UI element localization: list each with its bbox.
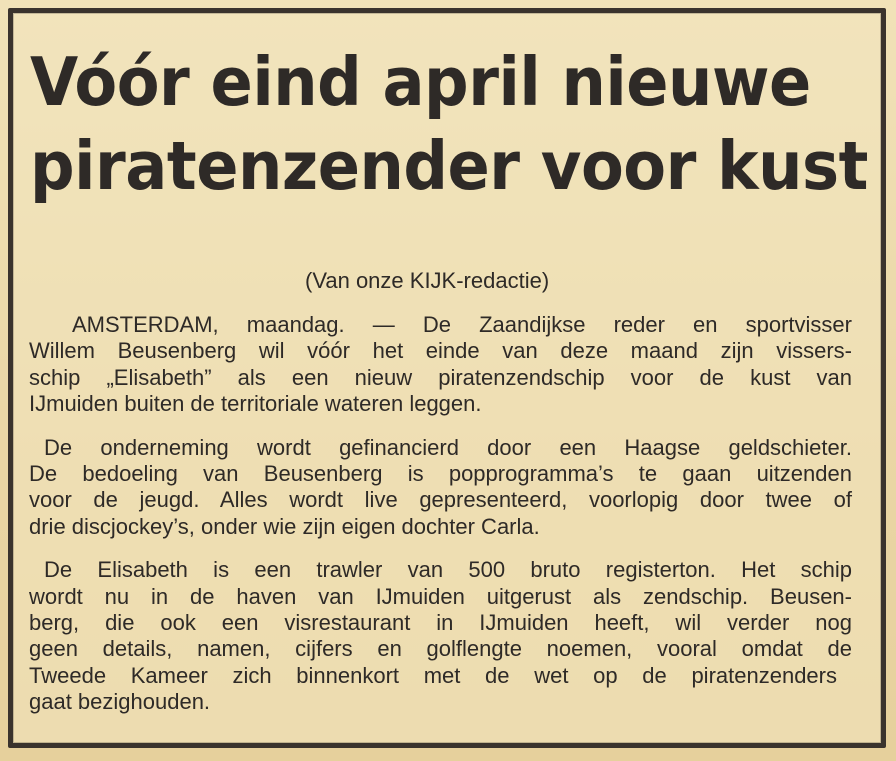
paragraph-line: De bedoeling van Beusenberg is popprogramma’s te gaan uitzenden: [29, 461, 852, 487]
paragraph-1: [29, 312, 852, 418]
paragraph-3: [29, 557, 852, 715]
headline-line-1: Vóór eind april nieuwe: [30, 43, 811, 121]
paragraph-line: voor de jeugd. Alles wordt live gepresenteerd, voorlopig door twee of: [29, 487, 852, 513]
paragraph-line: drie discjockey’s, onder wie zijn eigen dochter Carla.: [29, 513, 540, 539]
headline-line-2: piratenzender voor kust: [30, 127, 868, 205]
paragraph-line: schip „Elisabeth” als een nieuw piratenzendschip voor de kust van: [29, 364, 852, 390]
article-headline: [30, 40, 868, 208]
paragraph-2: [29, 434, 852, 541]
paragraph-line: wordt nu in de haven van IJmuiden uitgerust als zendschip. Beusen-: [29, 583, 852, 609]
paragraph-line: IJmuiden buiten de territoriale wateren leggen.: [29, 391, 482, 417]
paragraph-line: geen details, namen, cijfers en golflengte noemen, vooral omdat de: [29, 636, 852, 662]
paragraph-line: berg, die ook een visrestaurant in IJmuiden heeft, wil verder nog: [29, 610, 852, 636]
paragraph-line: De onderneming wordt gefinancierd door een Haagse geldschieter.: [44, 434, 852, 460]
paragraph-line: De Elisabeth is een trawler van 500 bruto registerton. Het schip: [44, 557, 852, 583]
paragraph-line: AMSTERDAM, maandag. — De Zaandijkse reder en sportvisser: [72, 312, 852, 337]
paragraph-line: Tweede Kameer zich binnenkort met de wet op de piratenzenders: [29, 662, 837, 688]
paragraph-line: gaat bezighouden.: [29, 689, 211, 715]
article-body: [29, 312, 852, 733]
paragraph-line: Willem Beusenberg wil vóór het einde van deze maand zijn vissers-: [29, 338, 852, 364]
article-byline: (Van onze KIJK-redactie): [305, 268, 550, 293]
